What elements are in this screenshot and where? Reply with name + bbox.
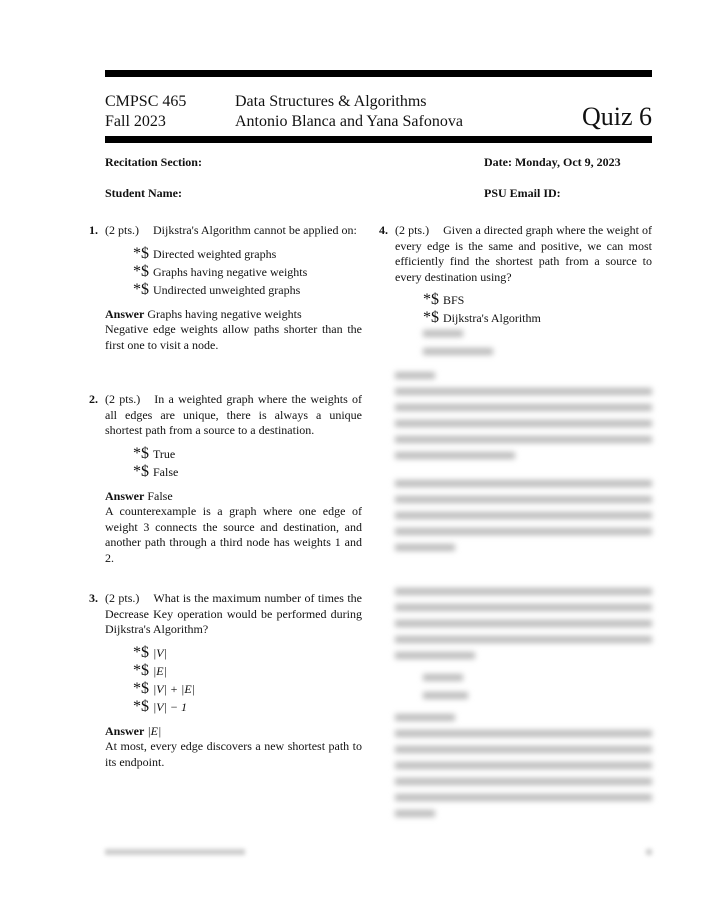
answer-value: Graphs having negative weights <box>147 306 302 321</box>
option-mark: *$ <box>423 309 439 326</box>
header-top-rule <box>105 70 652 77</box>
option-mark: *$ <box>133 661 149 679</box>
option-mark: *$ <box>133 643 149 661</box>
answer-line <box>105 724 362 740</box>
option-item[interactable] <box>133 644 362 662</box>
question-stem <box>395 223 652 285</box>
blurred-content-q4-continued <box>395 330 652 560</box>
question-points: (2 pts.) <box>395 223 430 237</box>
question-number: 3. <box>89 591 98 605</box>
option-label: |E| <box>153 663 167 678</box>
option-mark: *$ <box>133 262 149 280</box>
option-item[interactable] <box>133 662 362 680</box>
question-3 <box>89 591 362 770</box>
answer-label: Answer <box>105 306 145 321</box>
question-number: 1. <box>89 223 98 237</box>
answer-value: False <box>147 488 173 503</box>
question-1 <box>89 223 362 353</box>
quiz-title: Quiz 6 <box>581 102 652 131</box>
question-number: 2. <box>89 392 98 406</box>
blurred-text-placeholder <box>395 330 652 555</box>
blurred-footer-placeholder <box>646 848 652 856</box>
footer-page-number <box>646 848 652 858</box>
footer-left <box>105 848 245 858</box>
option-mark: *$ <box>133 679 149 697</box>
option-mark: *$ <box>133 697 149 715</box>
question-points: (2 pts.) <box>105 223 139 237</box>
option-label: True <box>153 446 176 461</box>
answer-line <box>105 489 362 505</box>
option-list <box>133 644 362 716</box>
question-points: (2 pts.) <box>105 392 141 406</box>
option-label: Dijkstra's Algorithm <box>443 311 541 325</box>
answer-explanation: A counterexample is a graph where one edge of weight 3 connects the source and destination, and another path through a third node has weights 1 and 2. <box>105 504 362 565</box>
option-item[interactable] <box>133 263 362 281</box>
student-name-label: Student Name: <box>105 186 182 200</box>
question-stem <box>105 591 362 638</box>
question-stem <box>105 223 362 239</box>
question-text: Given a directed graph where the weight of every edge is the same and positive, we can most efficiently find the shortest path from a source to every destination using? <box>395 223 652 284</box>
question-number: 4. <box>379 223 388 237</box>
option-list <box>133 445 362 481</box>
question-4 <box>379 223 652 335</box>
psu-email-label: PSU Email ID: <box>484 186 561 200</box>
answer-line <box>105 307 362 323</box>
quiz-date: Date: Monday, Oct 9, 2023 <box>484 155 621 169</box>
option-label: Directed weighted graphs <box>153 246 277 261</box>
blurred-content-question-5 <box>395 586 652 823</box>
blurred-text-placeholder <box>395 586 652 818</box>
option-label: |V| − 1 <box>153 699 188 714</box>
course-title: Data Structures & Algorithms <box>235 93 427 110</box>
answer-label: Answer <box>105 488 145 503</box>
option-mark: *$ <box>133 462 149 480</box>
option-label: False <box>153 464 179 479</box>
option-label: BFS <box>443 293 465 307</box>
option-item[interactable] <box>133 245 362 263</box>
option-item[interactable] <box>133 698 362 716</box>
option-mark: *$ <box>133 280 149 298</box>
course-code: CMPSC 465 <box>105 93 187 110</box>
option-mark: *$ <box>423 291 439 308</box>
option-item[interactable] <box>133 445 362 463</box>
option-list <box>423 291 652 327</box>
answer-explanation: At most, every edge discovers a new shortest path to its endpoint. <box>105 739 362 769</box>
answer-value: |E| <box>147 723 162 738</box>
blurred-footer-placeholder <box>105 848 245 856</box>
recitation-section-label: Recitation Section: <box>105 155 202 169</box>
option-item[interactable] <box>133 281 362 299</box>
course-term: Fall 2023 <box>105 113 166 130</box>
question-2 <box>89 392 363 566</box>
option-label: Graphs having negative weights <box>153 264 308 279</box>
option-label: |V| + |E| <box>153 681 195 696</box>
option-item[interactable] <box>423 309 652 327</box>
header-bottom-rule <box>105 136 652 143</box>
option-mark: *$ <box>133 444 149 462</box>
question-points: (2 pts.) <box>105 591 140 605</box>
answer-explanation: Negative edge weights allow paths shorter than the first one to visit a node. <box>105 322 362 352</box>
question-text: What is the maximum number of times the Decrease Key operation would be performed during Dijkstra's Algorithm? <box>105 591 362 636</box>
question-text: In a weighted graph where the weights of all edges are unique, there is always a unique shortest path from a source to a destination. <box>105 392 363 437</box>
answer-label: Answer <box>105 723 145 738</box>
option-label: Undirected unweighted graphs <box>153 282 301 297</box>
option-mark: *$ <box>133 244 149 262</box>
course-instructors: Antonio Blanca and Yana Safonova <box>235 113 463 130</box>
option-item[interactable] <box>423 291 652 309</box>
option-item[interactable] <box>133 680 362 698</box>
question-stem <box>105 392 362 439</box>
option-list <box>133 245 362 299</box>
option-label: |V| <box>153 645 167 660</box>
question-text: Dijkstra's Algorithm cannot be applied on: <box>153 223 357 237</box>
option-item[interactable] <box>133 463 362 481</box>
